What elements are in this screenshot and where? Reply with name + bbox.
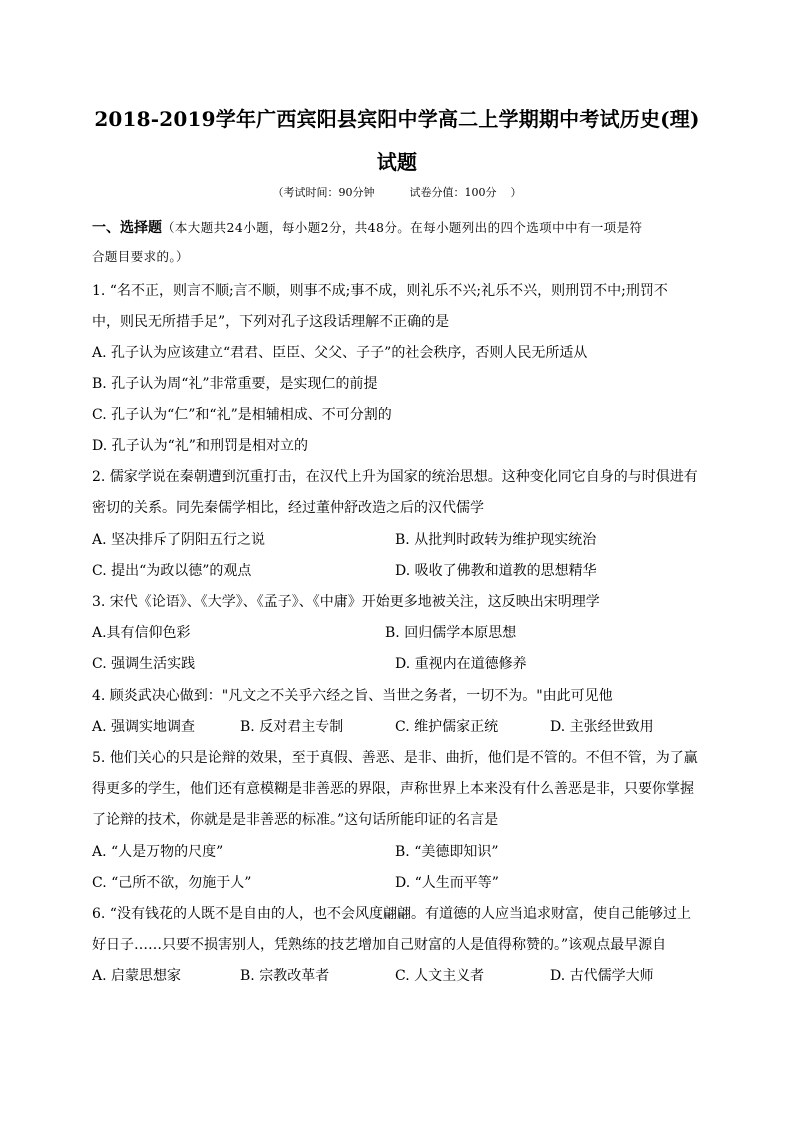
question-5-option-c: C. “己所不欲，勿施于人” bbox=[92, 875, 252, 891]
question-2-option-d: D. 吸收了佛教和道教的思想精华 bbox=[395, 563, 597, 579]
section-heading bbox=[92, 217, 642, 237]
question-3-option-a: A.具有信仰色彩 bbox=[92, 625, 191, 641]
exam-info: （考试时间：90分钟 试卷分值：100分 ） bbox=[272, 186, 522, 199]
question-6-option-a: A. 启蒙思想家 bbox=[92, 968, 182, 984]
question-4-option-b: B. 反对君主专制 bbox=[240, 719, 344, 735]
question-5-option-a: A. “人是万物的尺度” bbox=[92, 844, 224, 860]
question-3-option-c: C. 强调生活实践 bbox=[92, 656, 196, 672]
question-1-option-b: B. 孔子认为周“礼”非常重要，是实现仁的前提 bbox=[92, 376, 378, 392]
question-2-option-b: B. 从批判时政转为维护现实统治 bbox=[395, 532, 597, 548]
question-1-option-d: D. 孔子认为“礼”和刑罚是相对立的 bbox=[92, 438, 308, 454]
question-6-option-c: C. 人文主义者 bbox=[395, 968, 485, 984]
question-3-stem: 3. 宋代《论语》、《大学》、《孟子》、《中庸》开始更多地被关注，这反映出宋明理学 bbox=[92, 594, 600, 610]
question-5-stem-cont-2: 了论辩的技术，你就是是非善恶的标准。”这句话所能印证的名言是 bbox=[92, 812, 499, 828]
exam-title-line1: 2018-2019学年广西宾阳县宾阳中学高二上学期期中考试历史(理) bbox=[94, 107, 700, 131]
question-6-stem: 6. “没有钱花的人既不是自由的人，也不会风度翩翩。有道德的人应当追求财富，使自己能够过上 bbox=[92, 906, 691, 922]
exam-title-line2: 试题 bbox=[376, 150, 418, 174]
question-1-option-a: A. 孔子认为应该建立“君君、臣臣、父父、子子”的社会秩序，否则人民无所适从 bbox=[92, 345, 588, 361]
question-4-stem: 4. 顾炎武决心做到："凡文之不关乎六经之旨、当世之务者，一切不为。"由此可见他 bbox=[92, 688, 613, 704]
section-note: （本大题共24小题，每小题2分，共48分。在每小题列出的四个选项中中有一项是符 bbox=[162, 220, 643, 235]
question-5-stem: 5. 他们关心的只是论辩的效果，至于真假、善恶、是非、曲折，他们是不管的。不但不管，为了赢 bbox=[92, 750, 698, 766]
question-4-option-c: C. 维护儒家正统 bbox=[395, 719, 499, 735]
question-2-stem-cont: 密切的关系。同先秦儒学相比，经过董仲舒改造之后的汉代儒学 bbox=[92, 500, 484, 516]
section-note-cont: 合题目要求的。） bbox=[92, 249, 189, 264]
question-4-option-a: A. 强调实地调查 bbox=[92, 719, 196, 735]
question-3-option-d: D. 重视内在道德修养 bbox=[395, 656, 527, 672]
question-6-option-d: D. 古代儒学大师 bbox=[550, 968, 654, 984]
question-6-stem-cont: 好日子……只要不损害别人，凭熟练的技艺增加自己财富的人是值得称赞的。”该观点最早源自 bbox=[92, 937, 667, 953]
question-2-option-a: A. 坚决排斥了阴阳五行之说 bbox=[92, 532, 266, 548]
question-5-option-d: D. “人生而平等” bbox=[395, 875, 499, 891]
question-2-option-c: C. 提出“为政以德”的观点 bbox=[92, 563, 252, 579]
question-5-stem-cont-1: 得更多的学生，他们还有意模糊是非善恶的界限，声称世界上本来没有什么善恶是非，只要你掌握 bbox=[92, 781, 694, 797]
question-1-stem-cont: 中，则民无所措手足”，下列对孔子这段话理解不正确的是 bbox=[92, 314, 450, 330]
question-5-option-b: B. “美德即知识” bbox=[395, 844, 499, 860]
question-2-stem: 2. 儒家学说在秦朝遭到沉重打击，在汉代上升为国家的统治思想。这种变化同它自身的与时俱进有 bbox=[92, 469, 698, 485]
question-1-stem: 1. “名不正，则言不顺;言不顺，则事不成;事不成，则礼乐不兴;礼乐不兴，则刑罚不中;刑罚不 bbox=[92, 283, 668, 299]
question-1-option-c: C. 孔子认为“仁”和“礼”是相辅相成、不可分割的 bbox=[92, 407, 392, 423]
question-6-option-b: B. 宗教改革者 bbox=[240, 968, 330, 984]
question-4-option-d: D. 主张经世致用 bbox=[550, 719, 654, 735]
question-3-option-b: B. 回归儒学本原思想 bbox=[385, 625, 517, 641]
section-label: 一、选择题 bbox=[92, 220, 162, 236]
